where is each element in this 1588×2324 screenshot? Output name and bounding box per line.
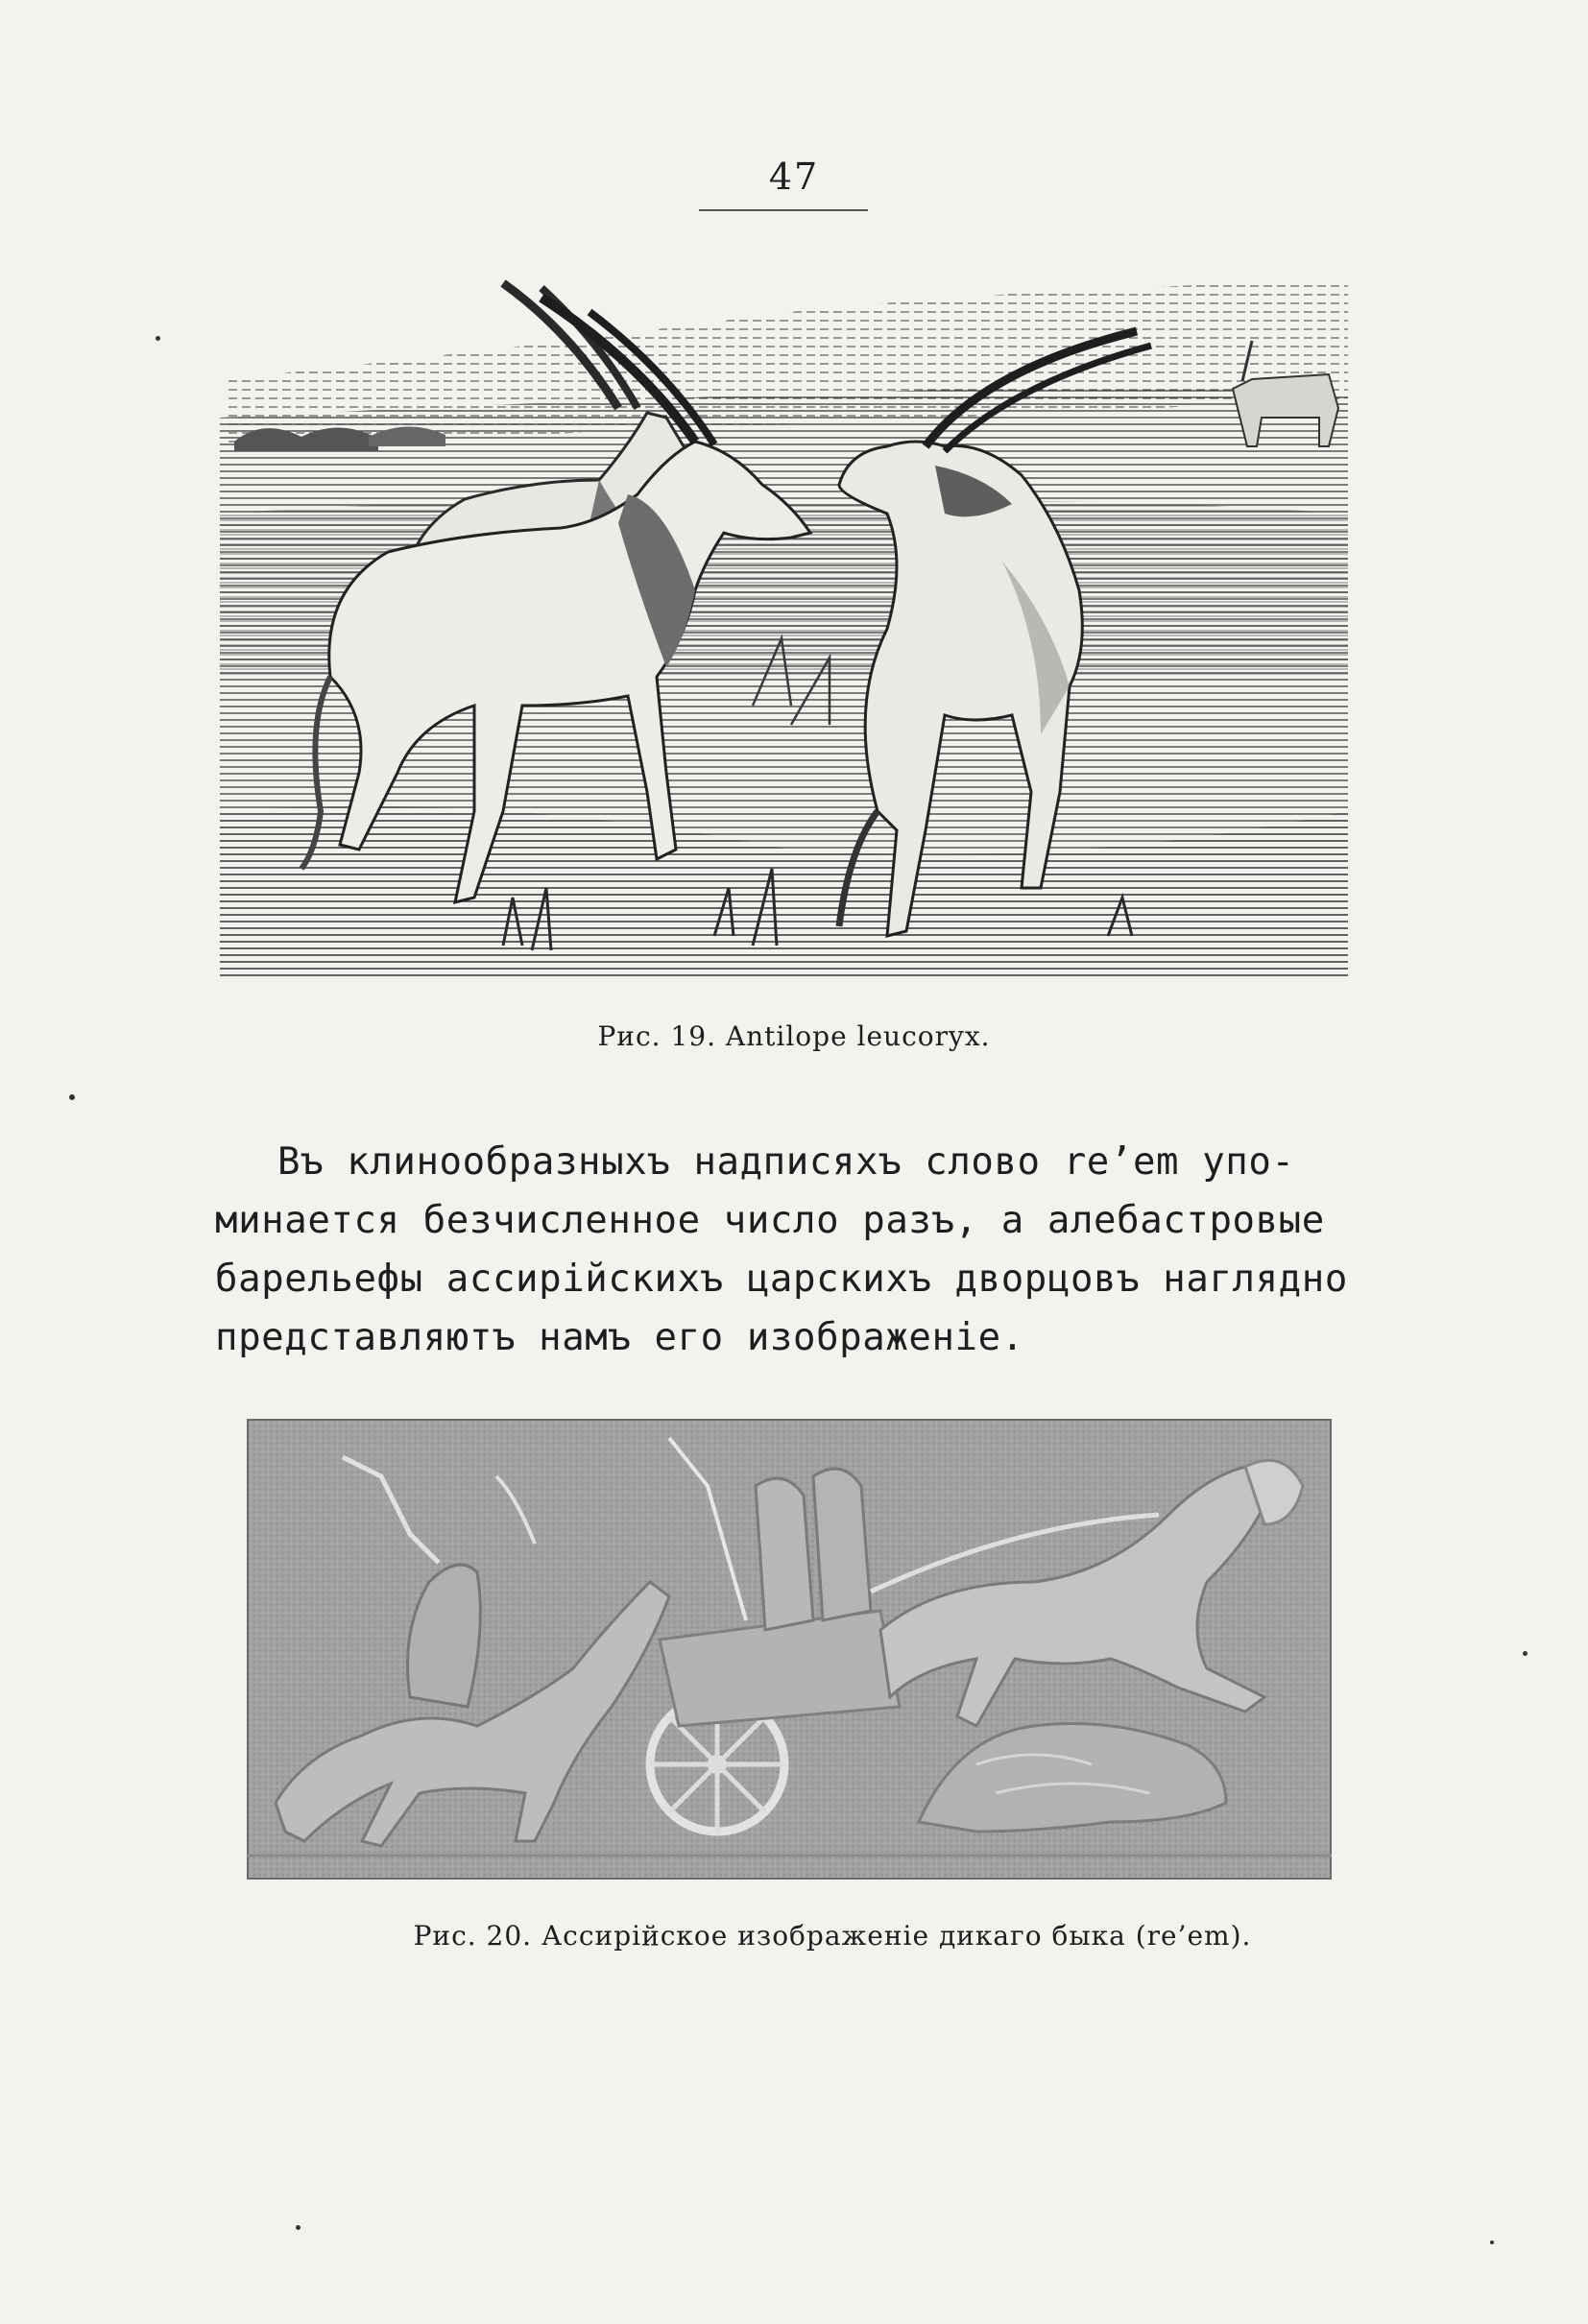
paper-speck bbox=[69, 1094, 75, 1100]
paper-speck bbox=[156, 336, 160, 341]
antelope-engraving-illustration bbox=[215, 274, 1352, 980]
figure-19-antelope-engraving bbox=[215, 274, 1352, 980]
paper-speck bbox=[296, 2225, 301, 2230]
paragraph-line-1: Въ клинообразныхъ надписяхъ слово re’em упо- bbox=[277, 1140, 1295, 1184]
assyrian-relief-illustration bbox=[247, 1419, 1332, 1880]
figure-20-caption: Рис. 20. Ассирійское изображеніе дикаго быка (re’em). bbox=[413, 1920, 1252, 1952]
page-number-rule bbox=[699, 209, 868, 211]
page-number: 47 bbox=[768, 156, 820, 198]
paragraph-line-2: минается безчисленное число разъ, а алебастровые bbox=[215, 1199, 1325, 1242]
paper-speck bbox=[1523, 1651, 1528, 1656]
paper-speck bbox=[1490, 2240, 1494, 2244]
figure-19-caption: Рис. 19. Antilope leucoryx. bbox=[597, 1020, 991, 1052]
paragraph-line-3: барельефы ассирійскихъ царскихъ дворцовъ наглядно bbox=[215, 1258, 1348, 1301]
paragraph-line-4: представляютъ намъ его изображеніе. bbox=[215, 1316, 1024, 1359]
body-paragraph bbox=[215, 1133, 1373, 1367]
figure-20-assyrian-relief bbox=[247, 1419, 1332, 1880]
